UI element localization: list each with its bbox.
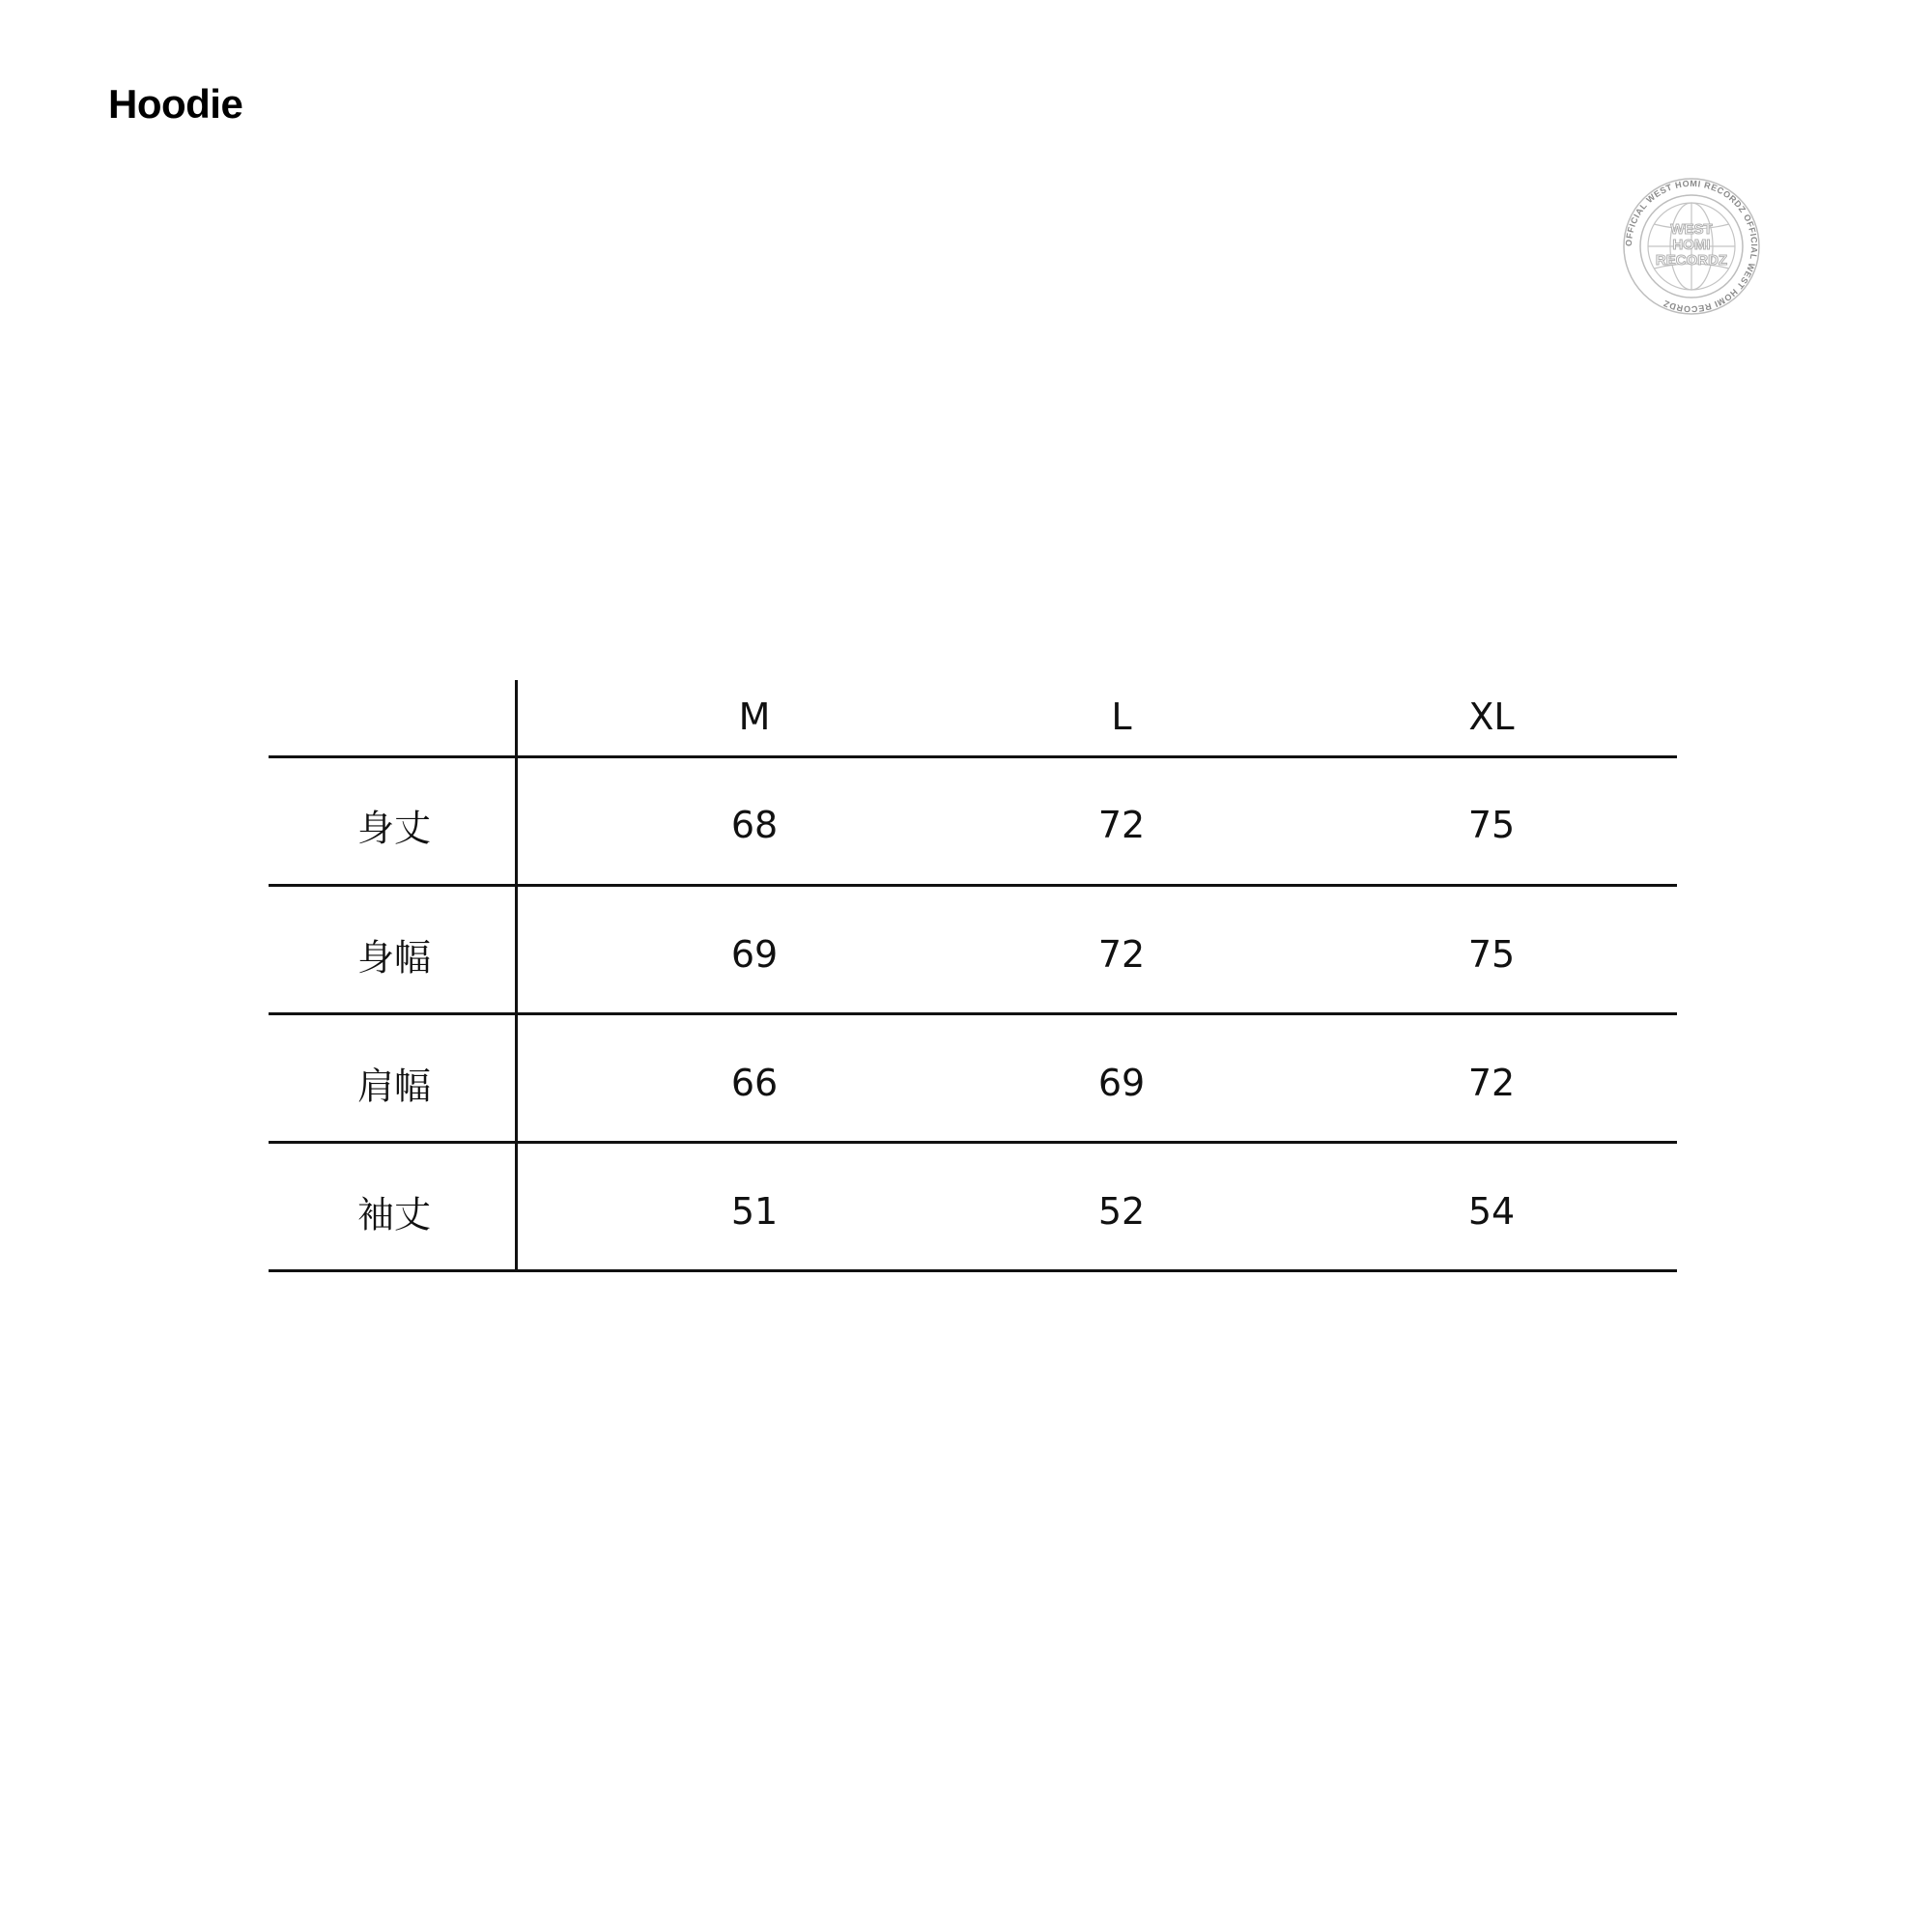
table-cell: 51 — [730, 1190, 779, 1233]
row-label-sleeve-length: 袖丈 — [356, 1193, 432, 1236]
size-table — [269, 680, 1677, 1271]
column-header-l: L — [1111, 696, 1132, 738]
table-cell: 75 — [1467, 804, 1516, 846]
table-vertical-divider — [515, 680, 518, 1269]
logo-ring-text: OFFICIAL WEST HOMI RECORDZ OFFICIAL WEST HOMI RECORDZ — [1623, 178, 1760, 315]
table-cell: 72 — [1097, 804, 1146, 846]
logo-text-west: WEST — [1670, 221, 1713, 238]
table-cell: 75 — [1467, 933, 1516, 976]
logo-text-recordz: RECORDZ — [1655, 252, 1728, 269]
logo-text-homi: HOMI — [1672, 237, 1711, 253]
table-divider-row-4 — [269, 1269, 1677, 1272]
row-label-shoulder-width: 肩幅 — [356, 1065, 432, 1108]
row-label-body-length: 身丈 — [356, 807, 432, 850]
row-label-body-width: 身幅 — [356, 936, 432, 980]
column-header-m: M — [738, 696, 771, 738]
table-cell: 68 — [730, 804, 779, 846]
west-homi-recordz-logo — [1619, 174, 1764, 319]
table-divider-row-2 — [269, 1012, 1677, 1015]
table-cell: 54 — [1467, 1190, 1516, 1233]
table-divider-header — [269, 755, 1677, 758]
page-title: Hoodie — [108, 81, 243, 127]
column-header-xl: XL — [1468, 696, 1515, 738]
table-divider-row-3 — [269, 1141, 1677, 1144]
table-cell: 69 — [730, 933, 779, 976]
table-cell: 72 — [1097, 933, 1146, 976]
table-cell: 66 — [730, 1062, 779, 1104]
table-cell: 69 — [1097, 1062, 1146, 1104]
table-cell: 52 — [1097, 1190, 1146, 1233]
table-divider-row-1 — [269, 884, 1677, 887]
table-cell: 72 — [1467, 1062, 1516, 1104]
